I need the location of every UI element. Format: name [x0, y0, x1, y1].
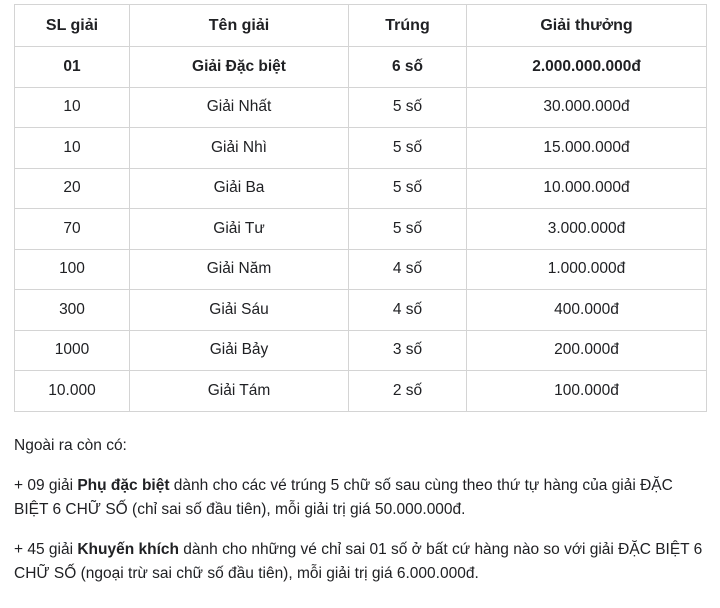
cell-match: 5 số [349, 87, 467, 128]
cell-quantity: 100 [15, 249, 130, 290]
cell-prize-name: Giải Năm [130, 249, 349, 290]
cell-match: 4 số [349, 249, 467, 290]
note1-prefix: + 09 giải [14, 476, 78, 494]
cell-match: 3 số [349, 330, 467, 371]
cell-quantity: 10.000 [15, 371, 130, 412]
cell-prize-amount: 15.000.000đ [467, 128, 707, 169]
cell-prize-amount: 200.000đ [467, 330, 707, 371]
cell-match: 5 số [349, 128, 467, 169]
table-row [15, 330, 707, 371]
cell-match: 4 số [349, 290, 467, 331]
cell-quantity: 20 [15, 168, 130, 209]
note1-suffix: dành cho các vé trúng 5 chữ số sau cùng theo thứ tự hàng của giải ĐẶC BIỆT 6 CHỮ SỐ (chỉ sai số đầu tiên), mỗi giải trị giá 50.000.000đ. [14, 476, 673, 518]
table-body [15, 47, 707, 412]
cell-prize-name: Giải Nhì [130, 128, 349, 169]
cell-quantity: 10 [15, 87, 130, 128]
cell-quantity: 1000 [15, 330, 130, 371]
cell-prize-amount: 100.000đ [467, 371, 707, 412]
cell-prize-name: Giải Tư [130, 209, 349, 250]
note1-bold: Phụ đặc biệt [77, 476, 170, 494]
cell-match: 2 số [349, 371, 467, 412]
cell-match: 5 số [349, 168, 467, 209]
table-row [15, 249, 707, 290]
note-consolation-prize [14, 538, 706, 586]
table-row [15, 290, 707, 331]
cell-prize-amount: 2.000.000.000đ [467, 47, 707, 88]
table-row [15, 371, 707, 412]
cell-quantity: 300 [15, 290, 130, 331]
column-header-prize-amount: Giải thưởng [467, 5, 707, 47]
column-header-quantity: SL giải [15, 5, 130, 47]
lottery-prize-page [0, 4, 720, 608]
cell-prize-name: Giải Nhất [130, 87, 349, 128]
table-row [15, 87, 707, 128]
cell-quantity: 10 [15, 128, 130, 169]
note-special-sub-prize [14, 474, 706, 522]
cell-quantity: 01 [15, 47, 130, 88]
table-row [15, 209, 707, 250]
table-header-row [15, 5, 707, 47]
note2-prefix: + 45 giải [14, 540, 78, 558]
cell-prize-name: Giải Ba [130, 168, 349, 209]
table-row [15, 168, 707, 209]
cell-prize-amount: 10.000.000đ [467, 168, 707, 209]
column-header-match: Trúng [349, 5, 467, 47]
cell-prize-amount: 400.000đ [467, 290, 707, 331]
table-header [15, 5, 707, 47]
cell-prize-name: Giải Sáu [130, 290, 349, 331]
additional-notes [14, 434, 706, 586]
cell-prize-name: Giải Bảy [130, 330, 349, 371]
cell-prize-name: Giải Tám [130, 371, 349, 412]
cell-prize-name: Giải Đặc biệt [130, 47, 349, 88]
cell-prize-amount: 3.000.000đ [467, 209, 707, 250]
table-row [15, 128, 707, 169]
note2-bold: Khuyến khích [77, 540, 179, 558]
cell-prize-amount: 1.000.000đ [467, 249, 707, 290]
column-header-prize-name: Tên giải [130, 5, 349, 47]
cell-quantity: 70 [15, 209, 130, 250]
cell-match: 6 số [349, 47, 467, 88]
prize-structure-table [14, 4, 707, 412]
note2-suffix: dành cho những vé chỉ sai 01 số ở bất cứ hàng nào so với giải ĐẶC BIỆT 6 CHỮ SỐ (ngoại trừ sai chữ số đầu tiên), mỗi giải trị giá 6.000.000đ. [14, 540, 703, 582]
cell-prize-amount: 30.000.000đ [467, 87, 707, 128]
notes-intro: Ngoài ra còn có: [14, 436, 127, 454]
cell-match: 5 số [349, 209, 467, 250]
table-row [15, 47, 707, 88]
